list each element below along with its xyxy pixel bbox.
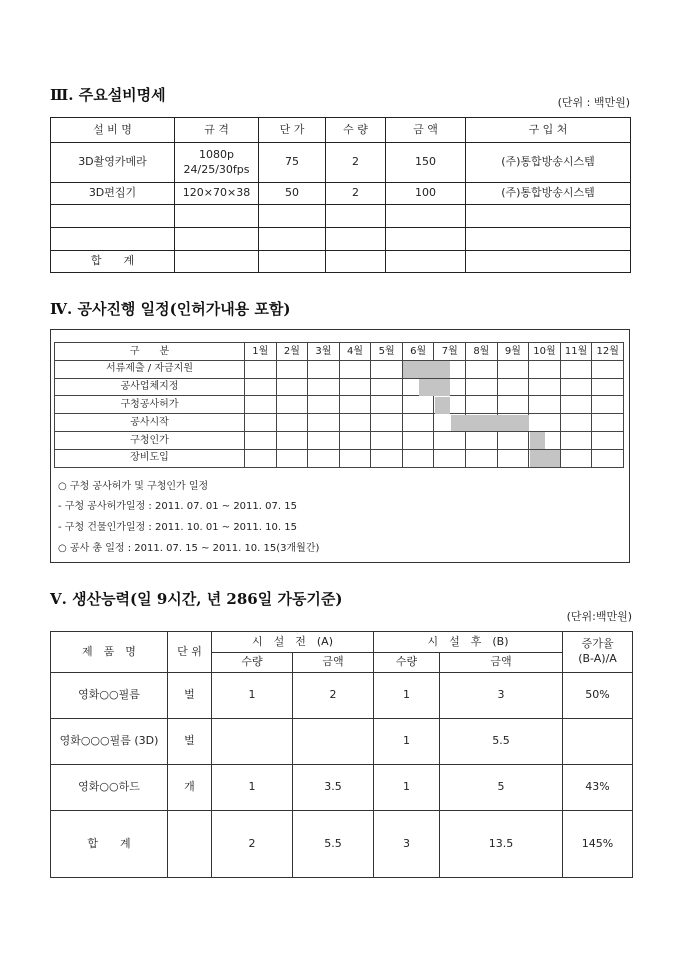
gantt-cell — [529, 378, 561, 396]
cell — [175, 228, 259, 251]
gantt-row — [55, 414, 624, 432]
cell-before-amt — [293, 719, 374, 765]
gantt-cell — [245, 396, 277, 414]
cell — [259, 205, 326, 228]
gantt-cell — [592, 378, 624, 396]
gantt-cell — [560, 396, 592, 414]
header-unit: 단 위 — [168, 632, 212, 673]
task-name: 구청인가 — [55, 431, 245, 449]
header-cell: 설 비 명 — [51, 118, 175, 143]
header-before: 시 설 전 (A) — [212, 632, 374, 653]
gantt-cell — [308, 414, 340, 432]
cell-after-amt: 3 — [440, 673, 563, 719]
cell — [386, 251, 466, 273]
gantt-cell — [497, 360, 529, 378]
cell-before-amt: 3.5 — [293, 765, 374, 811]
gantt-cell — [402, 431, 434, 449]
cell-growth: 50% — [563, 673, 633, 719]
total-label: 합 계 — [51, 251, 175, 273]
cell: 1080p 24/25/30fps — [175, 143, 259, 183]
section-4-title: Ⅳ. 공사진행 일정(인허가내용 포함) — [50, 300, 291, 318]
gantt-cell — [308, 449, 340, 467]
table-header-row — [51, 118, 631, 143]
cell-after-amt: 5 — [440, 765, 563, 811]
header-amount: 금액 — [440, 653, 563, 673]
gantt-cell — [560, 414, 592, 432]
table-row — [51, 673, 633, 719]
equipment-table — [50, 117, 631, 273]
table-row — [51, 183, 631, 205]
cell: 3D촬영카메라 — [51, 143, 175, 183]
gantt-cell — [529, 396, 561, 414]
cell-before-qty — [212, 719, 293, 765]
cell: (주)통합방송시스템 — [466, 183, 631, 205]
cell — [175, 251, 259, 273]
header-cell: 규 격 — [175, 118, 259, 143]
cell-unit: 벌 — [168, 673, 212, 719]
gantt-cell — [245, 378, 277, 396]
gantt-cell — [402, 414, 434, 432]
gantt-cell — [339, 396, 371, 414]
gantt-cell — [308, 396, 340, 414]
gantt-cell — [466, 378, 498, 396]
gantt-cell — [529, 360, 561, 378]
cell-after-amt: 13.5 — [440, 811, 563, 878]
gantt-cell — [371, 414, 403, 432]
gantt-cell — [402, 396, 434, 414]
cell-product: 영화○○○필름 (3D) — [51, 719, 168, 765]
gantt-bar — [530, 450, 561, 467]
table-header-row — [51, 632, 633, 653]
cell — [51, 205, 175, 228]
section-3-unit: (단위 : 백만원) — [557, 96, 630, 109]
cell: 3D편집기 — [51, 183, 175, 205]
gantt-cell — [308, 378, 340, 396]
gantt-bar — [403, 361, 449, 378]
gantt-cell — [245, 431, 277, 449]
gantt-cell — [339, 431, 371, 449]
cell: 2 — [326, 183, 386, 205]
gantt-cell — [308, 431, 340, 449]
cell — [466, 205, 631, 228]
gantt-row — [55, 396, 624, 414]
cell — [326, 228, 386, 251]
cell-before-amt: 2 — [293, 673, 374, 719]
gantt-cell — [371, 378, 403, 396]
gantt-cell — [276, 449, 308, 467]
cell — [326, 251, 386, 273]
gantt-cell — [276, 396, 308, 414]
schedule-note: - 구청 건물인가일정 : 2011. 10. 01 ~ 2011. 10. 15 — [58, 522, 297, 533]
gantt-cell — [308, 360, 340, 378]
gantt-cell — [371, 360, 403, 378]
cell — [51, 228, 175, 251]
cell: 120×70×38 — [175, 183, 259, 205]
gantt-bar — [451, 415, 529, 432]
month-header: 7월 — [434, 343, 466, 361]
gantt-cell — [434, 449, 466, 467]
table-row — [51, 228, 631, 251]
gantt-cell — [339, 378, 371, 396]
gantt-bar — [435, 397, 450, 414]
month-header: 3월 — [308, 343, 340, 361]
total-row — [51, 251, 631, 273]
table-row — [51, 719, 633, 765]
gantt-cell — [592, 360, 624, 378]
task-name: 장비도입 — [55, 449, 245, 467]
gantt-row — [55, 378, 624, 396]
total-row — [51, 811, 633, 878]
gantt-cell — [402, 449, 434, 467]
cell-after-qty: 1 — [374, 719, 440, 765]
section-5-unit: (단위:백만원) — [566, 610, 632, 623]
gantt-cell — [434, 431, 466, 449]
schedule-note: ○ 공사 총 일정 : 2011. 07. 15 ~ 2011. 10. 15(3개월간) — [58, 543, 320, 554]
gantt-cell — [339, 414, 371, 432]
gantt-cell — [560, 449, 592, 467]
cell-product: 합 계 — [51, 811, 168, 878]
month-header: 2월 — [276, 343, 308, 361]
growth-label: 증가율 — [581, 637, 614, 651]
month-header: 6월 — [402, 343, 434, 361]
month-header: 5월 — [371, 343, 403, 361]
gantt-cell — [466, 360, 498, 378]
cell-after-amt: 5.5 — [440, 719, 563, 765]
gantt-cell — [371, 396, 403, 414]
gantt-bar — [530, 432, 545, 449]
gantt-cell — [371, 449, 403, 467]
cell — [326, 205, 386, 228]
cell-after-qty: 1 — [374, 673, 440, 719]
cell-before-qty: 1 — [212, 765, 293, 811]
cell-unit — [168, 811, 212, 878]
task-name: 구청공사허가 — [55, 396, 245, 414]
cell — [175, 205, 259, 228]
gantt-cell — [245, 414, 277, 432]
table-row — [51, 205, 631, 228]
header-cell: 금 액 — [386, 118, 466, 143]
month-header: 10월 — [529, 343, 561, 361]
cell-growth — [563, 719, 633, 765]
header-cell: 구 입 처 — [466, 118, 631, 143]
gantt-bar — [419, 379, 450, 396]
header-product: 제 품 명 — [51, 632, 168, 673]
gantt-cell — [276, 360, 308, 378]
cell-growth: 43% — [563, 765, 633, 811]
cell: 100 — [386, 183, 466, 205]
gantt-cell — [466, 396, 498, 414]
cell-after-qty: 1 — [374, 765, 440, 811]
cell-before-qty: 1 — [212, 673, 293, 719]
gantt-cell — [276, 431, 308, 449]
header-after: 시 설 후 (B) — [374, 632, 563, 653]
cell-before-qty: 2 — [212, 811, 293, 878]
gantt-cell — [592, 449, 624, 467]
gantt-cell — [592, 396, 624, 414]
month-header: 9월 — [497, 343, 529, 361]
gantt-cell — [497, 431, 529, 449]
month-header: 11월 — [560, 343, 592, 361]
table-row — [51, 765, 633, 811]
gantt-cell — [497, 396, 529, 414]
gantt-row — [55, 360, 624, 378]
production-capacity-table — [50, 631, 633, 878]
month-header: 8월 — [466, 343, 498, 361]
cell-product: 영화○○하드 — [51, 765, 168, 811]
gantt-cell — [245, 449, 277, 467]
cell-product: 영화○○필름 — [51, 673, 168, 719]
cell-after-qty: 3 — [374, 811, 440, 878]
gantt-cell — [560, 360, 592, 378]
month-header: 12월 — [592, 343, 624, 361]
task-name: 공사시작 — [55, 414, 245, 432]
cell-unit: 벌 — [168, 719, 212, 765]
gantt-cell — [371, 431, 403, 449]
header-cell: 단 가 — [259, 118, 326, 143]
schedule-note: ○ 구청 공사허가 및 구청인가 일정 — [58, 481, 209, 492]
gantt-cell — [560, 431, 592, 449]
cell — [466, 251, 631, 273]
growth-formula: (B-A)/A — [578, 652, 617, 665]
cell — [259, 228, 326, 251]
cell — [386, 205, 466, 228]
header-growth — [563, 632, 633, 673]
gantt-cell — [339, 449, 371, 467]
gantt-header-label: 구 분 — [55, 343, 245, 361]
cell-unit: 개 — [168, 765, 212, 811]
gantt-cell — [497, 449, 529, 467]
cell: (주)통합방송시스템 — [466, 143, 631, 183]
gantt-cell — [592, 431, 624, 449]
gantt-cell — [560, 378, 592, 396]
header-qty: 수량 — [212, 653, 293, 673]
cell — [466, 228, 631, 251]
gantt-cell — [497, 378, 529, 396]
cell: 2 — [326, 143, 386, 183]
gantt-cell — [276, 414, 308, 432]
section-5-title: Ⅴ. 생산능력(일 9시간, 년 286일 가동기준) — [50, 590, 343, 608]
month-header: 4월 — [339, 343, 371, 361]
header-qty: 수량 — [374, 653, 440, 673]
cell: 75 — [259, 143, 326, 183]
gantt-cell — [529, 414, 561, 432]
gantt-cell — [592, 414, 624, 432]
month-header: 1월 — [245, 343, 277, 361]
schedule-note: - 구청 공사허가일정 : 2011. 07. 01 ~ 2011. 07. 15 — [58, 501, 297, 512]
task-name: 공사업체지정 — [55, 378, 245, 396]
gantt-chart — [54, 342, 624, 467]
cell — [259, 251, 326, 273]
cell: 150 — [386, 143, 466, 183]
table-row — [51, 143, 631, 183]
gantt-cell — [276, 378, 308, 396]
gantt-cell — [466, 431, 498, 449]
header-cell: 수 량 — [326, 118, 386, 143]
cell — [386, 228, 466, 251]
section-3-title: Ⅲ. 주요설비명세 — [50, 86, 166, 104]
gantt-cell — [245, 360, 277, 378]
task-name: 서류제출 / 자금지원 — [55, 360, 245, 378]
cell-growth: 145% — [563, 811, 633, 878]
header-amount: 금액 — [293, 653, 374, 673]
gantt-cell — [466, 449, 498, 467]
gantt-header-row — [55, 343, 624, 361]
gantt-cell — [339, 360, 371, 378]
cell-before-amt: 5.5 — [293, 811, 374, 878]
cell: 50 — [259, 183, 326, 205]
